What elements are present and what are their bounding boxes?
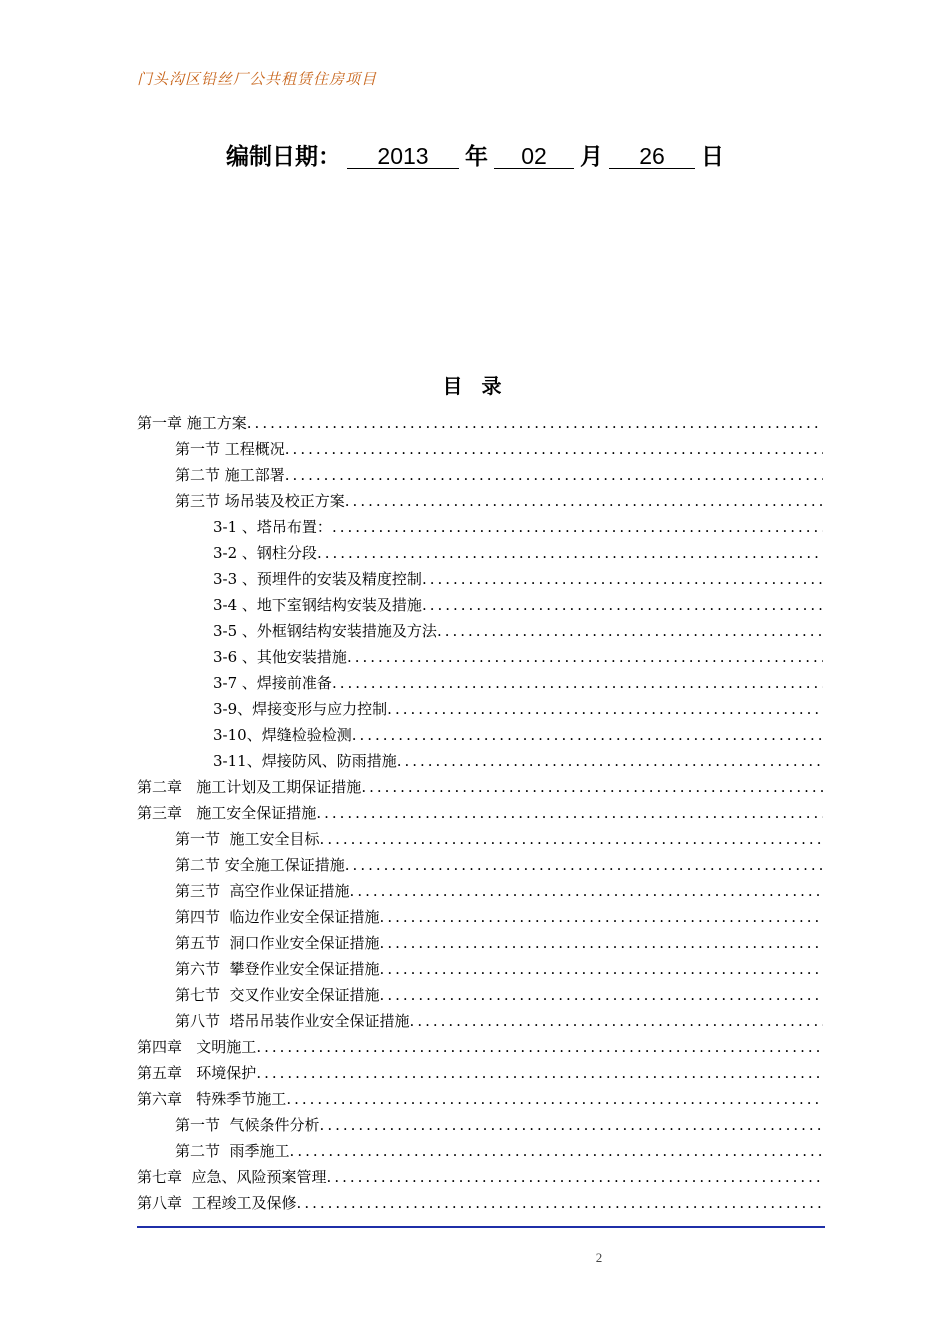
toc-leader-dots	[285, 436, 823, 462]
toc-leader-dots	[422, 592, 823, 618]
toc-entry-label: 第八节 塔吊吊装作业安全保证措施	[175, 1012, 410, 1030]
toc-entry-label: 3-6 、其他安装措施	[213, 648, 347, 666]
toc-entry[interactable]	[137, 1060, 823, 1086]
toc-leader-dots	[387, 696, 823, 722]
toc-leader-dots	[422, 566, 823, 592]
toc-entry-label: 第六章 特殊季节施工	[137, 1090, 287, 1108]
toc-leader-dots	[345, 488, 823, 514]
toc-leader-dots	[410, 1008, 823, 1034]
toc-entry-label: 第三章 施工安全保证措施	[137, 804, 317, 822]
toc-entry-label: 第八章 工程竣工及保修	[137, 1194, 297, 1212]
toc-entry[interactable]	[137, 852, 823, 878]
toc-leader-dots	[361, 774, 823, 800]
toc-leader-dots	[256, 1034, 823, 1060]
toc-leader-dots	[352, 722, 823, 748]
toc-entry-label: 第三节 高空作业保证措施	[175, 882, 350, 900]
toc-leader-dots	[297, 1190, 823, 1216]
toc-entry-label: 第六节 攀登作业安全保证措施	[175, 960, 380, 978]
toc-entry-label: 第四章 文明施工	[137, 1038, 257, 1056]
toc-entry[interactable]	[137, 566, 823, 592]
toc-entry[interactable]	[137, 1008, 823, 1034]
toc-leader-dots	[320, 826, 823, 852]
toc-leader-dots	[437, 618, 823, 644]
toc-entry-label: 第二节 安全施工保证措施	[175, 856, 345, 874]
toc-leader-dots	[256, 1060, 823, 1086]
year-unit: 年	[465, 144, 488, 170]
toc-entry-label: 第一节 气候条件分析	[175, 1116, 320, 1134]
toc-entry[interactable]	[137, 488, 823, 514]
toc-entry-label: 第一节 施工安全目标	[175, 830, 320, 848]
toc-leader-dots	[350, 878, 823, 904]
compile-date-line	[0, 138, 950, 171]
toc-leader-dots	[247, 410, 823, 436]
toc-leader-dots	[286, 1086, 823, 1112]
toc-entry-label: 3-10、焊缝检验检测	[213, 726, 352, 744]
toc-entry[interactable]	[137, 462, 823, 488]
toc-entry-label: 第二节 雨季施工	[175, 1142, 290, 1160]
toc-entry-label: 3-5 、外框钢结构安装措施及方法	[213, 622, 437, 640]
toc-entry[interactable]	[137, 514, 823, 540]
toc-leader-dots	[317, 540, 823, 566]
toc-entry[interactable]	[137, 956, 823, 982]
toc-entry[interactable]	[137, 1164, 823, 1190]
toc-entry[interactable]	[137, 644, 823, 670]
toc-entry-label: 第五章 环境保护	[137, 1064, 257, 1082]
toc-entry-label: 3-11、焊接防风、防雨措施	[213, 752, 397, 770]
toc-entry[interactable]	[137, 904, 823, 930]
toc-leader-dots	[397, 748, 823, 774]
date-label: 编制日期：	[226, 144, 341, 170]
toc-entry-label: 第二章 施工计划及工期保证措施	[137, 778, 362, 796]
toc-entry[interactable]	[137, 1112, 823, 1138]
toc-leader-dots	[316, 800, 823, 826]
toc-entry-label: 第五节 洞口作业安全保证措施	[175, 934, 380, 952]
toc-entry[interactable]	[137, 878, 823, 904]
toc-entry[interactable]	[137, 748, 823, 774]
toc-title: 目 录	[442, 374, 508, 398]
toc-entry[interactable]	[137, 982, 823, 1008]
toc-entry-label: 3-7 、焊接前准备	[213, 674, 332, 692]
toc-entry-label: 3-4 、地下室钢结构安装及措施	[213, 596, 422, 614]
toc-entry[interactable]	[137, 592, 823, 618]
toc-leader-dots	[332, 514, 823, 540]
toc-leader-dots	[345, 852, 823, 878]
month-value: 02	[494, 144, 574, 169]
toc-entry-label: 第三节 场吊装及校正方案	[175, 492, 345, 510]
toc-entry[interactable]	[137, 670, 823, 696]
day-value: 26	[609, 144, 695, 169]
toc-entry[interactable]	[137, 1190, 823, 1216]
toc-entry[interactable]	[137, 826, 823, 852]
toc-entry[interactable]	[137, 618, 823, 644]
page-number: 2	[595, 1250, 603, 1265]
toc-entry[interactable]	[137, 930, 823, 956]
footer-rule	[137, 1226, 825, 1228]
toc-leader-dots	[347, 644, 823, 670]
toc-leader-dots	[285, 462, 823, 488]
toc-entry[interactable]	[137, 722, 823, 748]
toc-leader-dots	[327, 1164, 823, 1190]
toc-entry-label: 3-3 、预埋件的安装及精度控制	[213, 570, 422, 588]
toc-entry-label: 第二节 施工部署	[175, 466, 285, 484]
toc-entry[interactable]	[137, 1034, 823, 1060]
toc-leader-dots	[320, 1112, 823, 1138]
toc-entry[interactable]	[137, 1086, 823, 1112]
toc-entry[interactable]	[137, 410, 823, 436]
toc-leader-dots	[380, 930, 823, 956]
month-unit: 月	[580, 144, 603, 170]
toc-entry-label: 第一章 施工方案	[137, 414, 247, 432]
toc-entry[interactable]	[137, 774, 823, 800]
toc-entry-label: 3-1 、塔吊布置：	[213, 518, 332, 536]
toc-entry[interactable]	[137, 436, 823, 462]
toc-entry[interactable]	[137, 696, 823, 722]
toc-entry-label: 第七章 应急、风险预案管理	[137, 1168, 327, 1186]
toc-entry-label: 第一节 工程概况	[175, 440, 285, 458]
day-unit: 日	[701, 144, 724, 170]
toc-leader-dots	[332, 670, 823, 696]
toc-entry-label: 第四节 临边作业安全保证措施	[175, 908, 380, 926]
table-of-contents	[137, 410, 823, 1216]
toc-leader-dots	[380, 956, 823, 982]
toc-leader-dots	[380, 904, 823, 930]
toc-entry-label: 3-9、焊接变形与应力控制	[213, 700, 388, 718]
toc-entry[interactable]	[137, 1138, 823, 1164]
toc-entry[interactable]	[137, 800, 823, 826]
toc-entry-label: 3-2 、钢柱分段	[213, 544, 317, 562]
toc-leader-dots	[290, 1138, 823, 1164]
year-value: 2013	[347, 144, 459, 169]
toc-leader-dots	[380, 982, 823, 1008]
toc-entry-label: 第七节 交叉作业安全保证措施	[175, 986, 380, 1004]
toc-entry[interactable]	[137, 540, 823, 566]
project-header: 门头沟区铅丝厂公共租赁住房项目	[137, 70, 378, 88]
